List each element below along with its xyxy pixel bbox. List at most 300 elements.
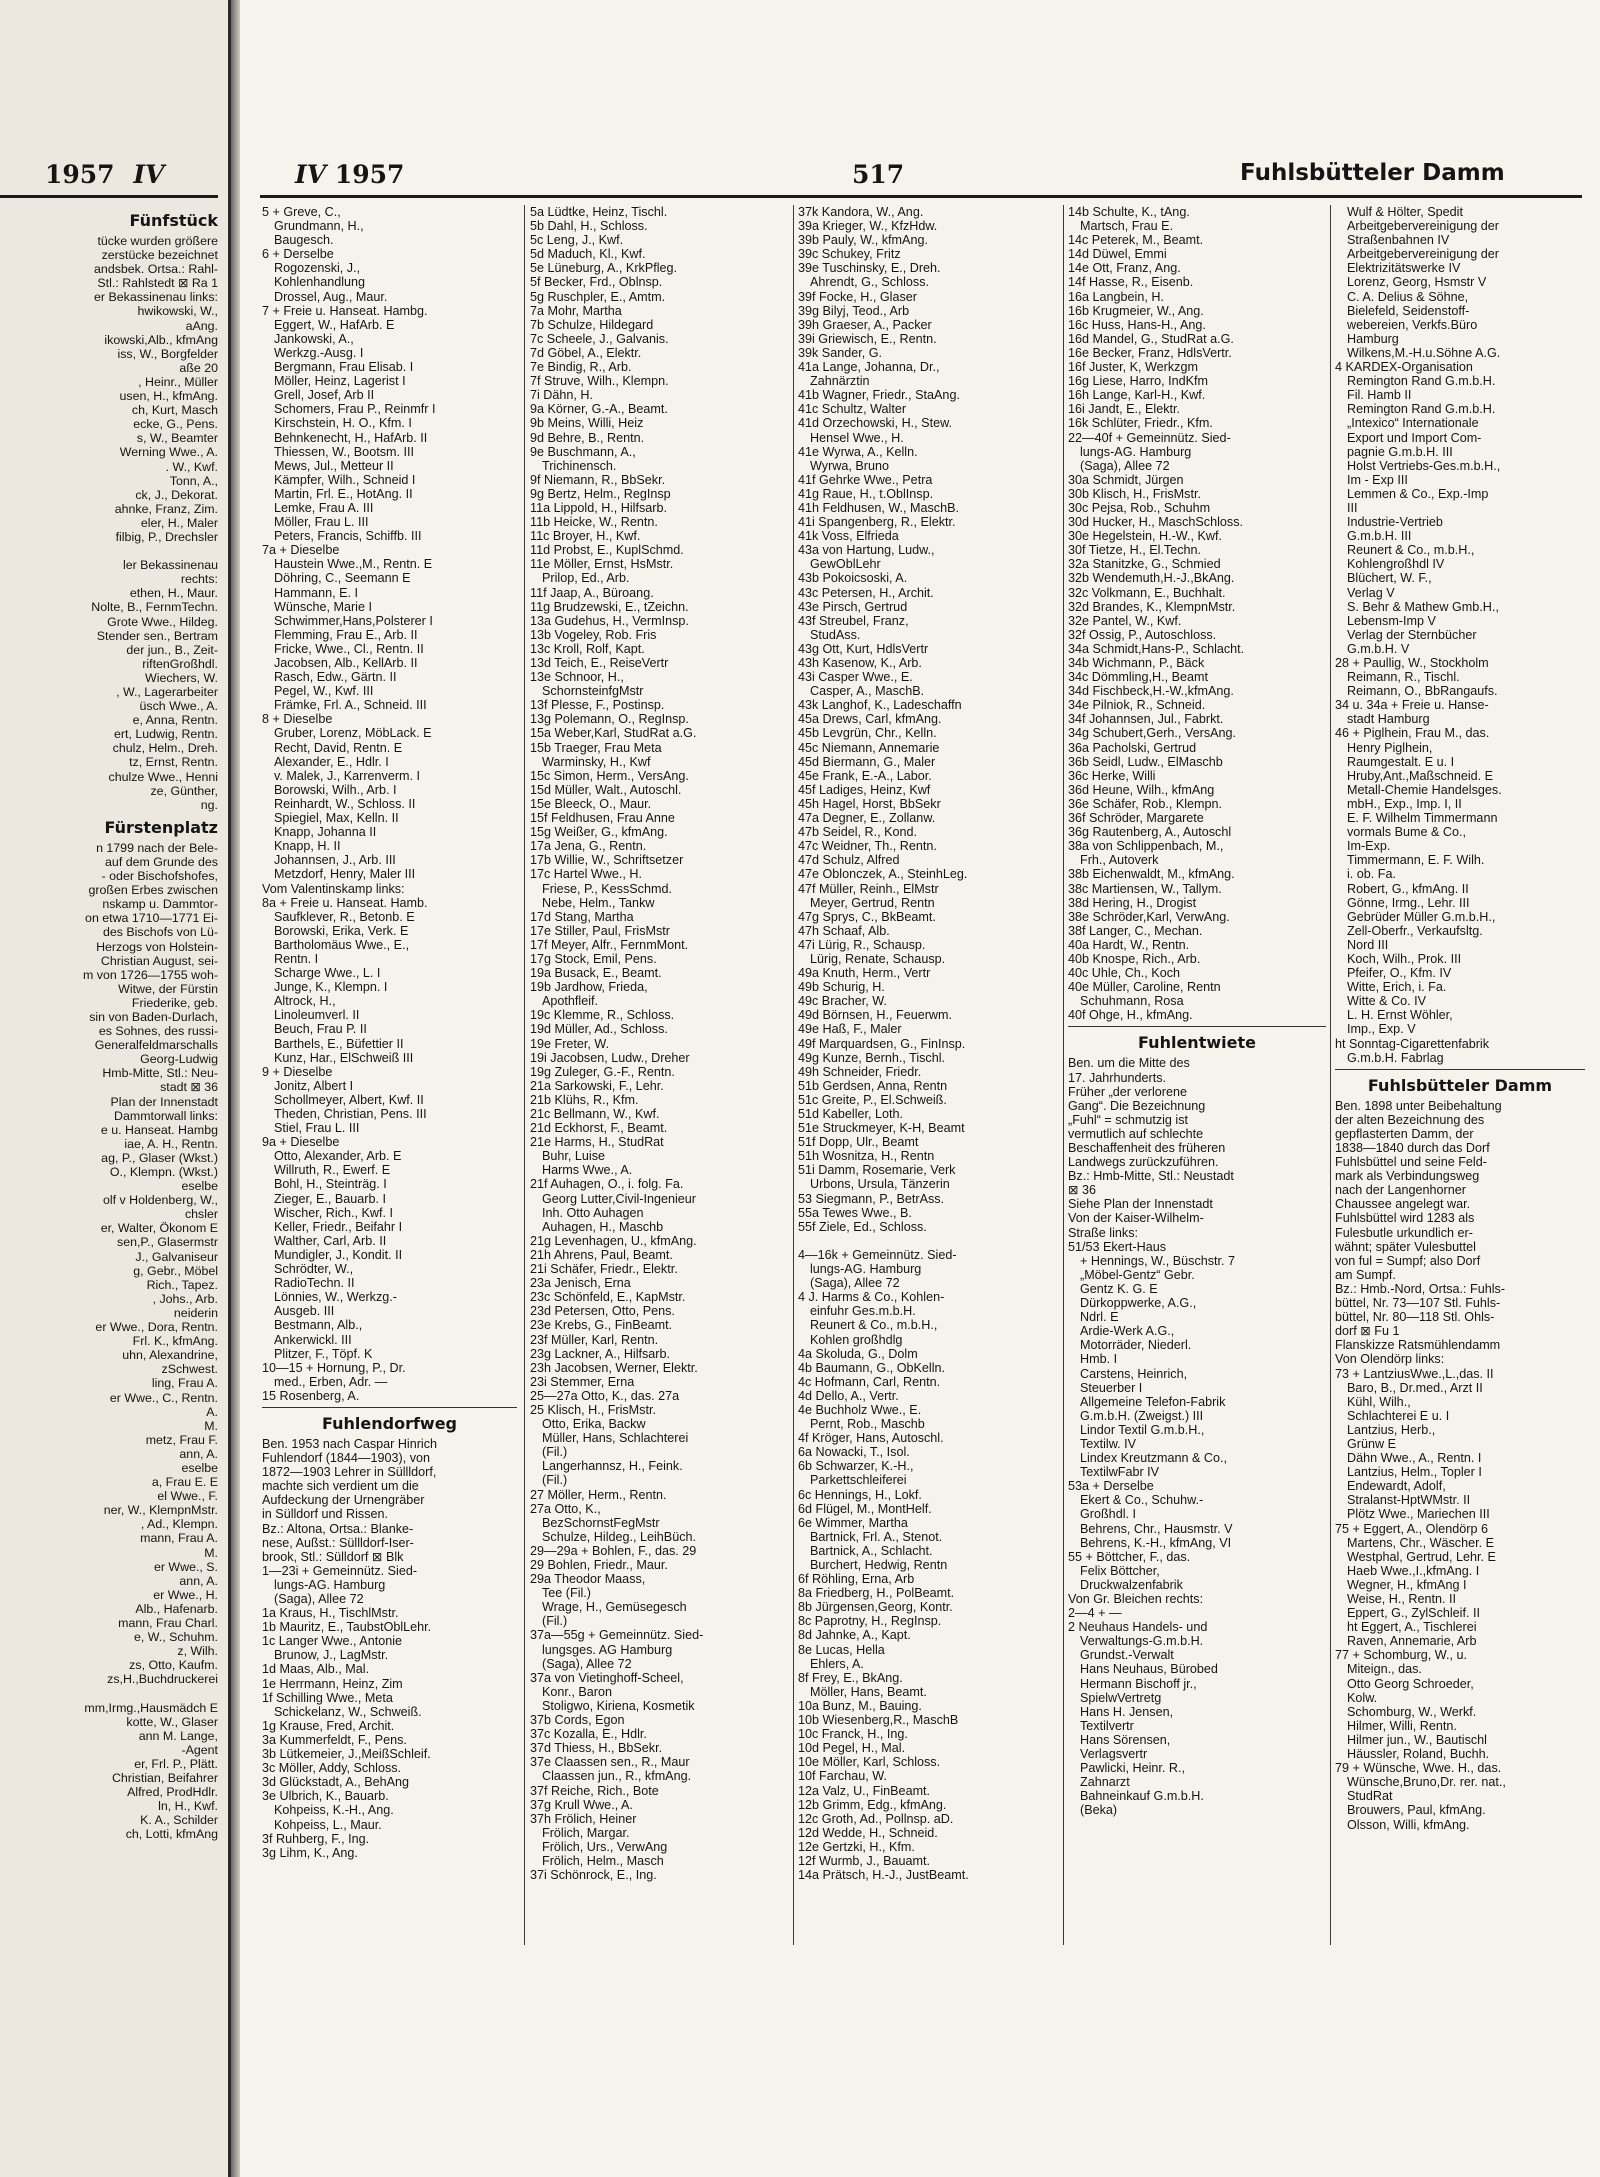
directory-entry: 49g Kunze, Bernh., Tischl.	[798, 1050, 946, 1065]
directory-entry: 14e Ott, Franz, Ang.	[1068, 261, 1181, 276]
directory-entry: Bergmann, Frau Elisab. I	[274, 360, 414, 375]
column-1-entries	[262, 205, 517, 1403]
column-5-entries-b	[1335, 1099, 1585, 1832]
directory-entry: Plan der Innenstadt	[110, 1094, 218, 1109]
directory-entry: chulz, Helm., Dreh.	[112, 741, 218, 756]
directory-entry: Henry Piglhein,	[1347, 740, 1433, 755]
directory-entry: 10f Farchau, W.	[798, 1769, 887, 1784]
directory-entry: 38e Schröder,Karl, VerwAng.	[1068, 909, 1230, 924]
directory-entry: 4 KARDEX-Organisation	[1335, 360, 1473, 375]
directory-entry: M.	[204, 1418, 218, 1433]
directory-entry: Walther, Carl, Arb. II	[274, 1233, 387, 1248]
directory-entry: 21e Harms, H., StudRat	[530, 1135, 664, 1150]
directory-entry: 11a Lippold, H., Hilfsarb.	[530, 500, 667, 515]
directory-entry: Martin, Frl. E., HotAng. II	[274, 486, 413, 501]
directory-entry: Bielefeld, Seidenstoff-	[1347, 303, 1470, 318]
directory-entry: Felix Böttcher,	[1080, 1563, 1160, 1578]
directory-entry: 55 + Böttcher, F., das.	[1068, 1549, 1191, 1564]
directory-entry: Thiessen, W., Bootsm. III	[274, 444, 414, 459]
directory-entry: Hans Sörensen,	[1080, 1732, 1171, 1747]
directory-entry: m von 1726—1755 woh-	[82, 967, 218, 982]
directory-entry: Kohpeiss, L., Maur.	[274, 1817, 382, 1832]
directory-entry: 43f Streubel, Franz,	[798, 613, 909, 628]
directory-entry: StudAss.	[810, 627, 861, 642]
directory-entry: 43e Pirsch, Gertrud	[798, 599, 908, 614]
directory-entry: Ben. um die Mitte des	[1068, 1056, 1190, 1071]
directory-entry: 16d Mandel, G., StudRat a.G.	[1068, 331, 1234, 346]
directory-entry: StudRat	[1347, 1789, 1393, 1804]
directory-entry: Reimann, O., BbRangaufs.	[1347, 684, 1498, 699]
directory-entry: 37g Krull Wwe., A.	[530, 1797, 633, 1812]
directory-entry: Metall-Chemie Handelsges.	[1347, 782, 1502, 797]
directory-entry: 3e Ulbrich, K., Bauarb.	[262, 1789, 389, 1804]
directory-entry: 14d Düwel, Emmi	[1068, 247, 1167, 262]
directory-entry: 12d Wedde, H., Schneid.	[798, 1825, 938, 1840]
directory-entry: 9g Bertz, Helm., RegInsp	[530, 486, 671, 501]
directory-entry: er, Frl. P., Plätt.	[134, 1756, 218, 1771]
directory-entry: Bz.: Hmb.-Nord, Ortsa.: Fuhls-	[1335, 1281, 1506, 1296]
directory-entry: 49c Bracher, W.	[798, 994, 887, 1009]
directory-entry: üsch Wwe., A.	[139, 699, 218, 714]
directory-entry: filbig, P., Drechsler	[115, 529, 218, 544]
directory-entry: 5f Becker, Frd., Oblnsp.	[530, 275, 663, 290]
directory-entry: Fulesbutle urkundlich er-	[1335, 1225, 1473, 1240]
left-page-roman: IV	[133, 160, 165, 189]
directory-entry: 45d Biermann, G., Maler	[798, 754, 936, 769]
directory-entry: z, Wilh.	[177, 1644, 218, 1659]
directory-entry: 51d Kabeller, Loth.	[798, 1107, 904, 1121]
directory-entry: Ehlers, A.	[810, 1656, 864, 1671]
directory-entry: 39e Tuschinsky, E., Dreh.	[798, 261, 941, 276]
directory-entry: 47d Schulz, Alfred	[798, 853, 900, 868]
directory-entry: 1c Langer Wwe., Antonie	[262, 1634, 403, 1649]
directory-entry: olf v Holdenberg, W.,	[102, 1193, 218, 1208]
directory-entry: 41b Wagner, Friedr., StaAng.	[798, 388, 960, 403]
directory-entry: Brouwers, Paul, kfmAng.	[1347, 1803, 1486, 1818]
directory-entry: Von Gr. Bleichen rechts:	[1068, 1592, 1204, 1606]
directory-entry: 13f Plesse, F., Postinsp.	[530, 698, 665, 713]
directory-entry: 34d Fischbeck,H.-W.,kfmAng.	[1068, 684, 1234, 699]
directory-entry: Döhring, C., Seemann E	[274, 571, 411, 586]
directory-entry: 49a Knuth, Herm., Vertr	[798, 966, 931, 981]
column-rule-2	[793, 205, 794, 1945]
directory-entry: 15c Simon, Herm., VersAng.	[530, 768, 689, 783]
directory-entry: Schickelanz, W., Schweiß.	[274, 1704, 422, 1719]
directory-entry: 4 J. Harms & Co., Kohlen-	[798, 1290, 945, 1305]
directory-entry: A.	[206, 1404, 218, 1419]
column-4-entries-b	[1068, 1056, 1326, 1817]
directory-entry: 47g Sprys, C., BkBeamt.	[798, 909, 936, 924]
directory-entry: 19i Jacobsen, Ludw., Dreher	[530, 1050, 690, 1065]
directory-entry: 3c Möller, Addy, Schloss.	[262, 1761, 402, 1776]
directory-entry: Martsch, Frau E.	[1080, 219, 1174, 234]
directory-entry: stadt Hamburg	[1347, 712, 1430, 727]
directory-entry: Otto, Alexander, Arb. E	[274, 1149, 402, 1164]
column-rule-1	[524, 205, 525, 1945]
directory-entry: 1f Schilling Wwe., Meta	[262, 1690, 393, 1705]
directory-entry: ck, J., Dekorat.	[135, 487, 218, 502]
directory-entry: Plötz Wwe., Mariechen III	[1347, 1507, 1490, 1522]
directory-entry: Werkzg.-Ausg. I	[274, 345, 364, 360]
directory-entry: mm,Irmg.,Hausmädch E	[84, 1700, 218, 1715]
directory-entry: 51e Struckmeyer, K-H, Beamt	[798, 1121, 965, 1136]
directory-entry: Främke, Frl. A., Schneid. III	[274, 698, 427, 713]
directory-entry: 3f Ruhberg, F., Ing.	[262, 1831, 370, 1846]
directory-entry: es Sohnes, des russi-	[98, 1024, 218, 1039]
directory-entry: Recht, David, Rentn. E	[274, 740, 403, 755]
directory-entry: Pawlicki, Heinr. R.,	[1080, 1761, 1185, 1776]
directory-entry: 2 Neuhaus Handels- und	[1068, 1620, 1208, 1635]
directory-entry: III	[1347, 500, 1358, 515]
directory-entry: L. H. Ernst Wöhler,	[1347, 1008, 1453, 1023]
directory-entry: 27a Otto, K.,	[530, 1501, 601, 1516]
directory-entry: 37k Kandora, W., Ang.	[798, 205, 924, 219]
directory-entry: 1872—1903 Lehrer in Süllldorf,	[262, 1465, 437, 1480]
directory-entry: 6 + Derselbe	[262, 247, 334, 262]
directory-entry: mann, Frau Charl.	[118, 1616, 218, 1630]
directory-entry: 39k Sander, G.	[798, 345, 883, 360]
directory-entry: ler Bekassinenau	[122, 558, 218, 573]
directory-entry: Witte, Erich, i. Fa.	[1347, 980, 1447, 995]
directory-entry: Stralanst-HptWMstr. II	[1347, 1493, 1471, 1508]
directory-entry: Scharge Wwe., L. I	[274, 966, 381, 981]
directory-entry: 38b Eichenwaldt, M., kfmAng.	[1068, 867, 1235, 882]
directory-entry: Wulf & Hölter, Spedit	[1347, 205, 1463, 219]
directory-entry: Zahnarzt	[1080, 1775, 1130, 1790]
directory-entry: , Johs., Arb.	[152, 1291, 218, 1306]
directory-entry: 7b Schulze, Hildegard	[530, 317, 654, 332]
directory-entry: 9f Niemann, R., BbSekr.	[530, 472, 666, 487]
directory-entry: 15d Müller, Walt., Autoschl.	[530, 782, 682, 797]
directory-entry: M.	[204, 1545, 218, 1560]
directory-entry: 17a Jena, G., Rentn.	[530, 839, 647, 854]
directory-entry: 8d Jahnke, A., Kapt.	[798, 1628, 911, 1643]
directory-entry: Früher „der verlorene	[1068, 1084, 1187, 1099]
right-page-number: 517	[852, 160, 905, 189]
directory-entry: Lindor Textil G.m.b.H.,	[1080, 1422, 1205, 1437]
directory-entry: (Beka)	[1080, 1803, 1118, 1818]
directory-entry: 15f Feldhusen, Frau Anne	[530, 811, 675, 826]
directory-entry: , Heinr., Müller	[138, 374, 218, 389]
directory-entry: Reunert & Co., m.b.H.,	[1347, 543, 1475, 558]
directory-entry: 27 Möller, Herm., Rentn.	[530, 1487, 667, 1502]
directory-entry: 13e Schnoor, H.,	[530, 670, 624, 685]
directory-entry: 32b Wendemuth,H.-J.,BkAng.	[1068, 571, 1235, 586]
directory-entry: Lebensm-Imp V	[1347, 613, 1436, 628]
directory-entry: Behrens, K.-H., kfmAng, VI	[1080, 1535, 1232, 1550]
directory-entry: 7f Struve, Wilh., Klempn.	[530, 374, 669, 389]
directory-entry: 23i Stemmer, Erna	[530, 1374, 635, 1389]
directory-entry: ann M. Lange,	[138, 1728, 218, 1743]
directory-entry: Schomburg, W., Werkf.	[1347, 1704, 1477, 1719]
directory-entry: uhn, Alexandrine,	[122, 1348, 218, 1363]
directory-entry: 5 + Greve, C.,	[262, 205, 341, 219]
directory-entry: Weise, H., Rentn. II	[1347, 1592, 1456, 1606]
directory-entry: Druckwalzenfabrik	[1080, 1577, 1183, 1592]
directory-entry: 36e Schäfer, Rob., Klempn.	[1068, 796, 1223, 811]
directory-entry: Frh., Autoverk	[1080, 853, 1159, 868]
directory-entry: Raven, Annemarie, Arb	[1347, 1634, 1477, 1649]
directory-entry: mark als Verbindungsweg	[1335, 1169, 1480, 1184]
directory-entry: 53a + Derselbe	[1068, 1479, 1154, 1494]
directory-entry: ch, Kurt, Masch	[131, 403, 218, 418]
directory-entry: (Saga), Allee 72	[274, 1592, 364, 1606]
directory-entry: Burchert, Hedwig, Rentn	[810, 1558, 948, 1572]
directory-entry: Harms Wwe., A.	[542, 1163, 633, 1178]
directory-entry: Carstens, Heinrich,	[1080, 1366, 1188, 1381]
section-heading-fuerstenplatz: Fürstenplatz	[104, 817, 218, 837]
directory-entry: er, Walter, Ökonom E	[100, 1221, 218, 1236]
directory-entry: Möller, Frau L. III	[274, 515, 369, 530]
directory-entry: 41a Lange, Johanna, Dr.,	[798, 360, 940, 375]
directory-entry: Beschaffenheit des früheren	[1068, 1141, 1226, 1155]
directory-entry: dorf ⊠ Fu 1	[1335, 1324, 1400, 1339]
directory-entry: Frölich, Helm., Masch	[542, 1853, 664, 1868]
directory-entry: 25 Klisch, H., FrisMstr.	[530, 1402, 656, 1417]
column-2	[530, 205, 788, 1882]
directory-entry: wähnt; später Vulesbuttel	[1335, 1239, 1476, 1254]
directory-entry: 49f Marquardsen, G., FinInsp.	[798, 1036, 966, 1051]
right-header-rule	[260, 195, 1582, 198]
directory-entry: Dammtorwall links:	[114, 1108, 218, 1123]
directory-entry: iss, W., Borgfelder	[117, 346, 218, 361]
directory-entry: 23f Müller, Karl, Rentn.	[530, 1332, 659, 1347]
directory-entry: Wegner, H., kfmAng I	[1347, 1577, 1467, 1592]
directory-entry: 11c Broyer, H., Kwf.	[530, 529, 641, 544]
directory-entry: 36d Heune, Wilh., kfmAng	[1068, 782, 1215, 797]
directory-entry: 47c Weidner, Th., Rentn.	[798, 839, 937, 854]
directory-entry: 32a Stanitzke, G., Schmied	[1068, 557, 1221, 572]
directory-entry: der alten Bezeichnung des	[1335, 1112, 1485, 1127]
directory-entry: Christian August, sei-	[100, 953, 218, 968]
directory-entry: 45c Niemann, Annemarie	[798, 740, 940, 755]
directory-entry: Witte & Co. IV	[1347, 994, 1427, 1009]
directory-entry: Rasch, Edw., Gärtn. II	[274, 670, 397, 685]
directory-entry: SpielwVertretg	[1080, 1690, 1162, 1705]
directory-entry: riftenGroßhdl.	[142, 656, 218, 671]
directory-entry: 30c Pejsa, Rob., Schuhm	[1068, 500, 1211, 515]
directory-entry: Fuhlsbüttel und seine Feld-	[1335, 1155, 1487, 1170]
directory-entry: Lantzius, Helm., Topler I	[1347, 1465, 1482, 1480]
directory-entry: mbH., Exp., Imp. I, II	[1347, 796, 1462, 811]
directory-entry: 40a Hardt, W., Rentn.	[1068, 937, 1190, 952]
directory-entry: Apothfleif.	[542, 994, 599, 1009]
directory-entry: aAng.	[185, 318, 218, 333]
directory-entry: Borowski, Wilh., Arb. I	[274, 782, 397, 797]
directory-entry: 11f Jaap, A., Büroang.	[530, 585, 654, 600]
directory-entry: am Sumpf.	[1335, 1267, 1396, 1282]
directory-entry: 14b Schulte, K., tAng.	[1068, 205, 1190, 219]
directory-entry: Langerhannsz, H., Feink.	[542, 1459, 683, 1474]
directory-entry: 4—16k + Gemeinnütz. Sied-	[798, 1247, 957, 1262]
directory-entry: Frl. K., kfmAng.	[132, 1334, 218, 1349]
directory-entry: 41i Spangenberg, R., Elektr.	[798, 515, 956, 530]
directory-entry: er Wwe., Dora, Rentn.	[95, 1320, 218, 1335]
directory-entry: 5c Leng, J., Kwf.	[530, 233, 624, 248]
directory-entry: 16h Lange, Karl-H., Kwf.	[1068, 388, 1206, 403]
directory-entry: 39f Focke, H., Glaser	[798, 289, 917, 304]
directory-entry: Hmb-Mitte, Stl.: Neu-	[102, 1066, 218, 1081]
directory-entry: Allgemeine Telefon-Fabrik	[1080, 1394, 1226, 1409]
directory-entry	[0, 1686, 218, 1700]
directory-entry: 21d Eckhorst, F., Beamt.	[530, 1121, 668, 1136]
directory-entry: 34b Wichmann, P., Bäck	[1068, 656, 1205, 670]
directory-entry: Wünsche, Marie I	[274, 599, 372, 614]
directory-entry: 34c Dömmling,H., Beamt	[1068, 670, 1208, 685]
directory-entry: Remington Rand G.m.b.H.	[1347, 374, 1496, 389]
directory-entry: 8c Paprotny, H., RegInsp.	[798, 1614, 942, 1629]
directory-entry: Kohpeiss, K.-H., Ang.	[274, 1803, 394, 1818]
directory-entry: Lönnies, W., Werkzg.-	[274, 1290, 397, 1305]
directory-entry: 13g Polemann, O., RegInsp.	[530, 712, 689, 727]
directory-entry: 41c Schultz, Walter	[798, 402, 907, 417]
directory-entry: 1—23i + Gemeinnütz. Sied-	[262, 1563, 418, 1578]
directory-entry: 16b Krugmeier, W., Ang.	[1068, 303, 1204, 318]
directory-entry: 45e Frank, E.-A., Labor.	[798, 768, 932, 783]
directory-entry: med., Erben, Adr. —	[274, 1374, 388, 1389]
directory-entry: g, Gebr., Möbel	[133, 1263, 218, 1278]
directory-entry: Arbeitgebervereinigung der	[1347, 247, 1499, 262]
directory-entry: . W., Kwf.	[165, 459, 218, 474]
directory-entry: 37i Schönrock, E., Ing.	[530, 1868, 657, 1883]
directory-entry: el Wwe., F.	[157, 1489, 218, 1504]
directory-entry: Rich., Tapez.	[146, 1277, 218, 1292]
directory-entry: Brunow, J., LagMstr.	[274, 1648, 389, 1663]
directory-entry: Verlag der Sternbücher	[1347, 627, 1477, 642]
directory-entry: Stoligwo, Kiriena, Kosmetik	[542, 1698, 695, 1713]
directory-entry: (Fil.)	[542, 1473, 568, 1488]
directory-entry: 40f Ohge, H., kfmAng.	[1068, 1008, 1193, 1023]
directory-entry: 17. Jahrhunderts.	[1068, 1070, 1167, 1085]
directory-entry: Behrens, Chr., Hausmstr. V	[1080, 1521, 1233, 1536]
directory-entry: vermutlich auf schlechte	[1068, 1126, 1204, 1141]
directory-entry: „Fuhl“ = schmutzig ist	[1068, 1112, 1189, 1127]
directory-entry: Von Olendörp links:	[1335, 1352, 1445, 1367]
section-heading-fuhlendorfweg: Fuhlendorfweg	[321, 1413, 458, 1433]
directory-entry: (Fil.)	[542, 1614, 568, 1629]
directory-entry: 1g Krause, Fred, Archit.	[262, 1718, 395, 1733]
directory-entry: 49b Schurig, H.	[798, 980, 885, 995]
directory-entry: lungs-AG. Hamburg	[274, 1577, 386, 1592]
directory-entry: a, Frau E. E	[151, 1475, 218, 1490]
directory-entry: 12f Wurmb, J., Bauamt.	[798, 1853, 931, 1868]
directory-entry: 73 + LantziusWwe.,L.,das. II	[1335, 1366, 1494, 1381]
directory-entry: 13c Kroll, Rolf, Kapt.	[530, 641, 645, 656]
directory-entry: 11e Möller, Ernst, HsMstr.	[530, 557, 674, 572]
directory-entry: 49e Haß, F., Maler	[798, 1022, 902, 1037]
directory-entry: 45f Ladiges, Heinz, Kwf	[798, 782, 931, 797]
directory-entry: ht Eggert, A., Tischlerei	[1347, 1620, 1477, 1635]
section-heading-fuenfstueck: Fünfstück	[129, 211, 218, 230]
column-3-entries	[798, 205, 1058, 1882]
directory-entry: O., Klempn. (Wkst.)	[109, 1165, 218, 1179]
directory-entry: Borowski, Erika, Verk. E	[274, 923, 409, 938]
directory-entry: Raumgestalt. E u. I	[1347, 754, 1455, 769]
directory-entry: Schrödter, W.,	[274, 1262, 354, 1277]
directory-entry: 47h Schaaf, Alb.	[798, 923, 890, 938]
directory-entry: 15g Weißer, G., kfmAng.	[530, 825, 668, 840]
directory-entry: 53 Siegmann, P., BetrAss.	[798, 1191, 945, 1206]
directory-entry: 40b Knospe, Rich., Arb.	[1068, 951, 1201, 966]
directory-entry: 30b Klisch, H., FrisMstr.	[1068, 486, 1201, 501]
directory-entry: Johannsen, J., Arb. III	[274, 853, 396, 868]
directory-entry: Keller, Friedr., Beifahr I	[274, 1219, 403, 1234]
directory-entry: 12c Groth, Ad., Pollnsp. aD.	[798, 1811, 954, 1826]
directory-entry: zs,H.,Buchdruckerei	[107, 1672, 218, 1687]
directory-entry: Nolte, B., FernmTechn.	[91, 600, 218, 615]
directory-entry: Von der Kaiser-Wilhelm-	[1068, 1211, 1204, 1226]
directory-entry: Friederike, geb.	[131, 995, 218, 1010]
directory-entry: 45b Levgrün, Chr., Kelln.	[798, 726, 937, 741]
column-5-divider	[1335, 1069, 1585, 1070]
directory-entry: 37b Cords, Egon	[530, 1713, 625, 1728]
directory-entry: Holst Vertriebs-Ges.m.b.H.,	[1347, 458, 1501, 473]
directory-entry: Knapp, Johanna II	[274, 825, 377, 840]
directory-entry: 1b Mauritz, E., TaubstOblLehr.	[262, 1620, 432, 1635]
column-2-entries	[530, 205, 788, 1882]
directory-entry: 8 + Dieselbe	[262, 712, 333, 727]
directory-entry: auf dem Grunde des	[105, 854, 218, 869]
directory-entry: andsbek. Ortsa.: Rahl-	[94, 262, 218, 277]
directory-entry: Herzogs von Holstein-	[96, 939, 218, 954]
directory-entry: Hilmer, Willi, Rentn.	[1347, 1718, 1457, 1733]
directory-entry: 23g Lackner, A., Hilfsarb.	[530, 1346, 671, 1361]
directory-entry: 47f Müller, Reinh., ElMstr	[798, 881, 939, 896]
directory-entry: büttel, Nr. 80—118 Stl. Ohls-	[1335, 1310, 1495, 1325]
directory-entry: Stl.: Rahlstedt ⊠ Ra 1	[97, 276, 218, 291]
directory-entry: von ful = Sumpf; also Dorf	[1335, 1253, 1481, 1268]
directory-entry: ann, A.	[179, 1573, 218, 1588]
directory-entry: Meyer, Gertrud, Rentn	[810, 895, 935, 910]
directory-entry: 55a Tewes Wwe., B.	[798, 1205, 912, 1220]
directory-entry: 38d Hering, H., Drogist	[1068, 895, 1197, 910]
directory-entry: Schuhmann, Rosa	[1080, 994, 1184, 1009]
directory-entry: s, W., Beamter	[136, 431, 218, 446]
directory-entry: Olsson, Willi, kfmAng.	[1347, 1817, 1470, 1832]
directory-entry: 6b Schwarzer, K.-H.,	[798, 1459, 914, 1474]
directory-entry: 9d Behre, B., Rentn.	[530, 430, 645, 445]
directory-entry: Bahneinkauf G.m.b.H.	[1080, 1789, 1204, 1804]
directory-entry: 47a Degner, E., Zollanw.	[798, 811, 936, 826]
directory-entry: 23d Petersen, Otto, Pens.	[530, 1304, 675, 1319]
directory-entry: 39i Griewisch, E., Rentn.	[798, 331, 937, 346]
directory-entry: n 1799 nach der Bele-	[96, 840, 218, 855]
directory-entry: 21f Auhagen, O., i. folg. Fa.	[530, 1177, 684, 1192]
directory-entry: hwikowski, W.,	[137, 304, 218, 319]
directory-entry: Dähn Wwe., A., Rentn. I	[1347, 1451, 1482, 1466]
directory-entry: Stender sen., Bertram	[96, 628, 218, 643]
directory-entry: nach der Langenhorner	[1335, 1183, 1466, 1198]
directory-entry: Alb., Hafenarb.	[135, 1601, 218, 1616]
directory-entry: 45h Hagel, Horst, BbSekr	[798, 796, 941, 811]
directory-entry: 5a Lüdtke, Heinz, Tischl.	[530, 205, 668, 219]
directory-entry: Chaussee angelegt war.	[1335, 1197, 1471, 1212]
directory-entry: Casper, A., MaschB.	[810, 684, 925, 699]
directory-entry: Wyrwa, Bruno	[810, 458, 889, 473]
directory-entry: Christian, Beifahrer	[111, 1771, 218, 1786]
directory-entry: Siehe Plan der Innenstadt	[1068, 1197, 1213, 1212]
directory-entry: 47b Seidel, R., Kond.	[798, 825, 918, 840]
directory-entry: 19d Müller, Ad., Schloss.	[530, 1022, 668, 1037]
directory-entry: 12e Gertzki, H., Kfm.	[798, 1839, 915, 1854]
directory-entry: Trichinensch.	[542, 458, 617, 473]
directory-entry: Im - Exp III	[1347, 472, 1408, 487]
directory-entry: Wünsche,Bruno,Dr. rer. nat.,	[1347, 1775, 1506, 1790]
directory-entry: tücke wurden größere	[97, 234, 218, 248]
column-1-divider	[262, 1407, 517, 1408]
directory-entry: chsler	[184, 1207, 218, 1222]
directory-entry: Ardie-Werk A.G.,	[1080, 1324, 1175, 1339]
